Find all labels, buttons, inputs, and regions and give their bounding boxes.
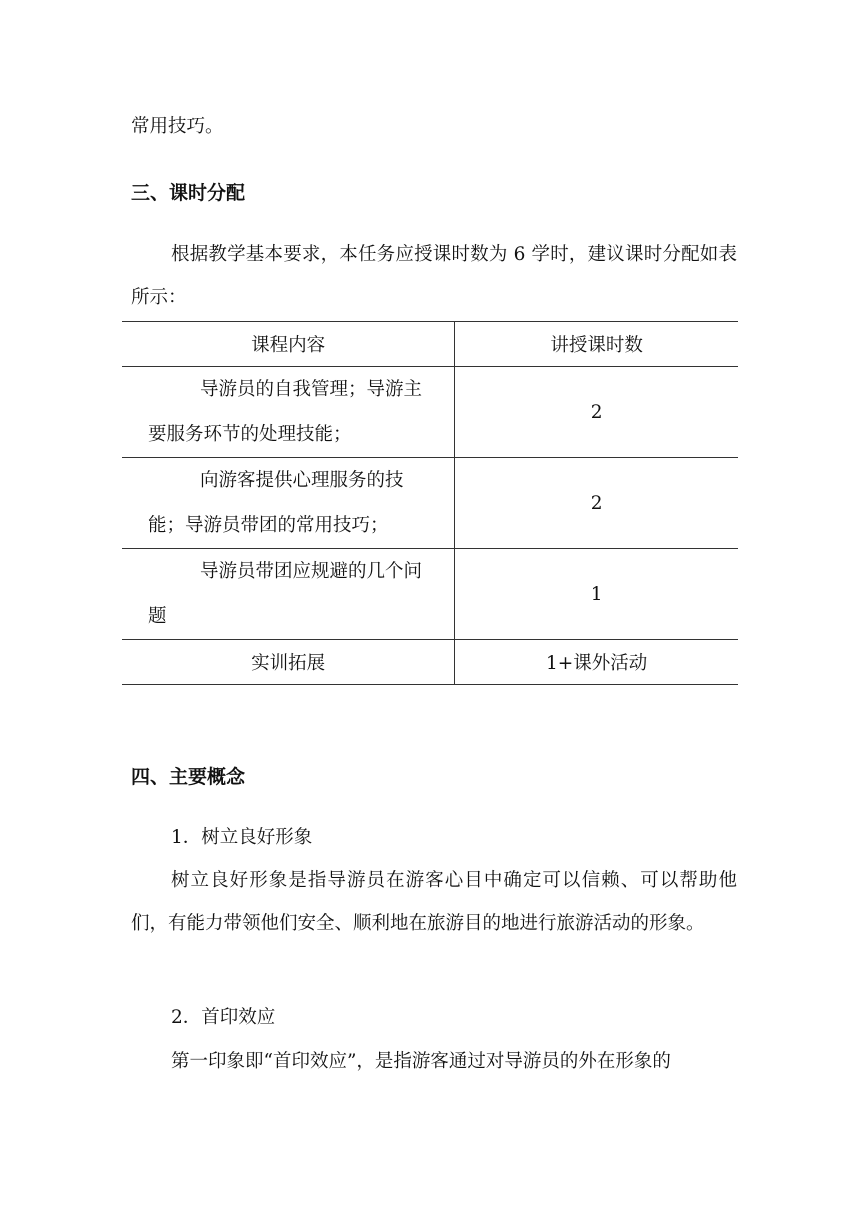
row-content: 导游员带团应规避的几个问题	[122, 549, 455, 640]
table-row	[122, 367, 738, 458]
row-content: 导游员的自我管理；导游主要服务环节的处理技能；	[122, 367, 455, 458]
section3-heading: 三、课时分配	[131, 182, 246, 204]
row-content: 实训拓展	[122, 640, 455, 685]
row-hours: 2	[455, 367, 738, 458]
table-row	[122, 458, 738, 549]
concept2-text: 第一印象即“首印效应”，是指游客通过对导游员的外在形象的	[171, 1051, 671, 1072]
row-content: 向游客提供心理服务的技能；导游员带团的常用技巧；	[122, 458, 455, 549]
row-hours: 1	[455, 549, 738, 640]
concept1-title: 1．树立良好形象	[171, 827, 313, 848]
concept1-text: 树立良好形象是指导游员在游客心目中确定可以信赖、可以帮助他们，有能力带领他们安全、顺利地在旅游目的地进行旅游活动的形象。	[131, 870, 737, 934]
header-hours: 讲授课时数	[455, 322, 738, 367]
table-row	[122, 549, 738, 640]
row-hours: 1+课外活动	[455, 640, 738, 685]
section4-heading: 四、主要概念	[131, 766, 246, 788]
intro-tail-text: 常用技巧。	[131, 116, 224, 137]
hours-table	[122, 321, 738, 685]
table-header-row	[122, 322, 738, 367]
row-hours: 2	[455, 458, 738, 549]
concept2-title: 2．首印效应	[171, 1007, 276, 1028]
header-course-content: 课程内容	[122, 322, 455, 367]
table-row	[122, 640, 738, 685]
section3-paragraph: 根据教学基本要求，本任务应授课时数为 6 学时，建议课时分配如表所示：	[131, 244, 737, 308]
